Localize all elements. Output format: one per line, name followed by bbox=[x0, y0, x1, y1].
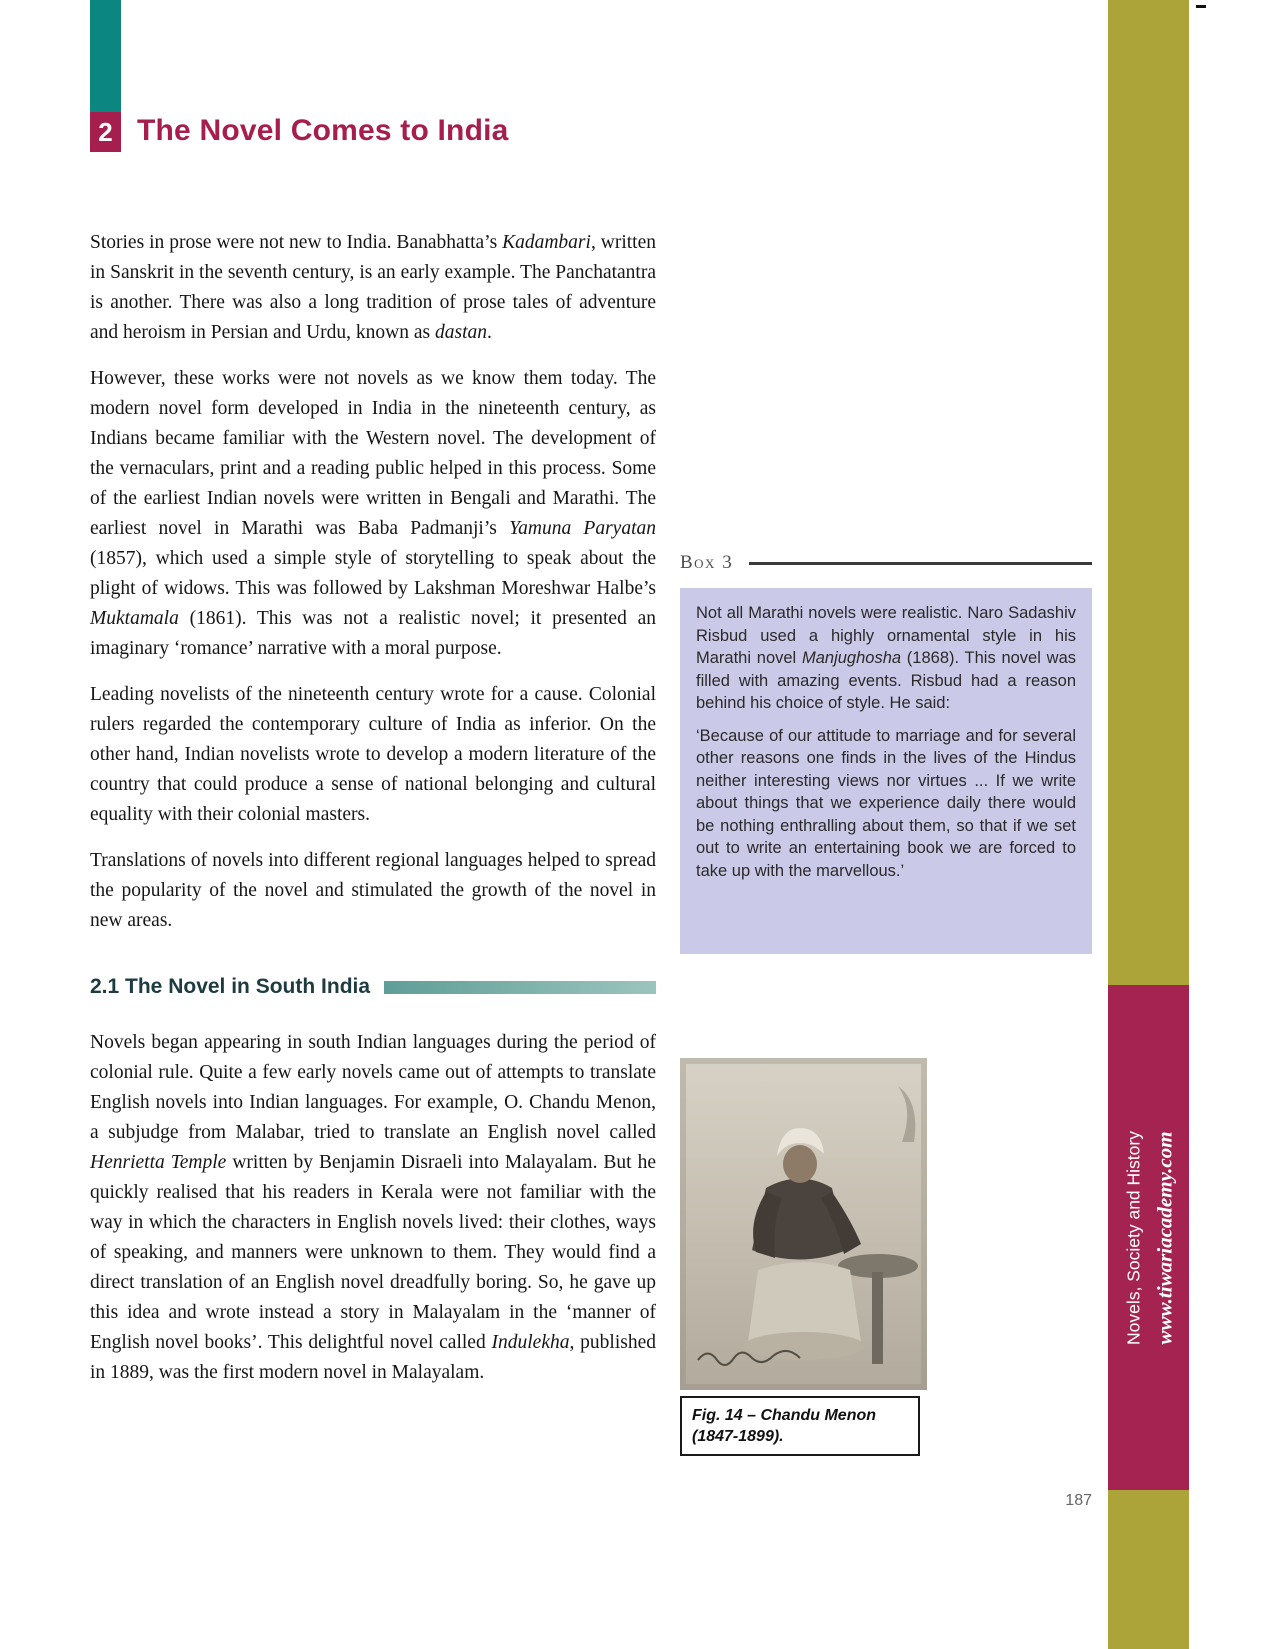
section-heading-bar bbox=[384, 981, 656, 994]
box3-paragraph: ‘Because of our attitude to marriage and for several other reasons one finds in the lives of the Hindus neither interesting views nor virtues ... If we write about things that we experience daily there would be nothing enthralling about them, so that if we set out to write an entertaining book we are forced to take up with the marvellous.’ bbox=[696, 726, 1076, 880]
body-paragraph: Stories in prose were not new to India. Banabhatta’s Kadambari, written in Sanskrit in the seventh century, is an early example. The Panchatantra is another. There was also a long tradition of prose tales of adventure and heroism in Persian and Urdu, known as dastan. bbox=[90, 232, 656, 343]
body-paragraph: Leading novelists of the nineteenth century wrote for a cause. Colonial rulers regarded the contemporary culture of India as inferior. On the other hand, Indian novelists wrote to develop a modern literature of the country that could produce a sense of national belonging and cultural equality with their colonial masters. bbox=[90, 684, 656, 825]
sidebar-panel bbox=[1108, 985, 1189, 1490]
body-paragraph: Translations of novels into different regional languages helped to spread the popularity of the novel and stimulated the growth of the novel in new areas. bbox=[90, 850, 656, 931]
chapter-number-badge: 2 bbox=[90, 112, 121, 152]
body-paragraph: However, these works were not novels as we know them today. The modern novel form developed in India in the nineteenth century, as Indians became familiar with the Western novel. The development of the vernaculars, print and a reading public helped in this process. Some of the earliest Indian novels were written in Bengali and Marathi. The earliest novel in Marathi was Baba Padmanji’s Yamuna Paryatan (1857), which used a simple style of storytelling to speak about the plight of widows. This was followed by Lakshman Moreshwar Halbe’s Muktamala (1861). This was not a realistic novel; it presented an imaginary ‘romance’ narrative with a moral purpose. bbox=[90, 368, 657, 659]
figure-caption-line2: (1847-1899). bbox=[692, 1428, 784, 1445]
box3-label: Box 3 bbox=[680, 552, 734, 573]
box3-panel bbox=[680, 588, 1092, 954]
figure-chandu-menon bbox=[680, 1058, 927, 1456]
body-paragraph: Novels began appearing in south Indian languages during the period of colonial rule. Quite a few early novels came out of attempts to translate English novels into Indian languages. For example, O. Chandu Menon, a subjudge from Malabar, tried to translate an English novel called Henrietta Temple written by Benjamin Disraeli into Malayalam. But he quickly realised that his readers in Kerala were not familiar with the way in which the characters in English novels lived: their clothes, ways of speaking, and manners were unknown to them. They would find a direct translation of an English novel dreadfully boring. So, he gave up this idea and wrote instead a story in Malayalam in the ‘manner of English novel books’. This delightful novel called Indulekha, published in 1889, was the first modern novel in Malayalam. bbox=[90, 1032, 656, 1383]
figure-caption-line1: Fig. 14 – Chandu Menon bbox=[692, 1407, 877, 1424]
section-heading-row bbox=[90, 972, 656, 1002]
figure-caption bbox=[680, 1396, 920, 1456]
chapter-accent-bar bbox=[90, 0, 121, 112]
series-title-vertical: Novels, Society and History bbox=[1123, 1130, 1144, 1345]
box3-header bbox=[680, 552, 1092, 574]
box3-paragraph: Not all Marathi novels were realistic. Naro Sadashiv Risbud used a highly ornamental style in his Marathi novel Manjughosha (1868). This novel was filled with amazing events. Risbud had a reason behind his choice of style. He said: bbox=[696, 604, 1076, 712]
section-heading: 2.1 The Novel in South India bbox=[90, 975, 371, 998]
chandu-menon-photo bbox=[680, 1058, 927, 1390]
main-text-column bbox=[90, 228, 656, 1404]
watermark-url: www.tiwariacademy.com bbox=[1152, 1130, 1177, 1345]
photo-illustration bbox=[680, 1058, 927, 1390]
chapter-title: The Novel Comes to India bbox=[137, 114, 509, 147]
box3-rule bbox=[749, 562, 1092, 565]
crop-mark bbox=[1196, 5, 1206, 8]
page-number: 187 bbox=[1065, 1492, 1092, 1509]
